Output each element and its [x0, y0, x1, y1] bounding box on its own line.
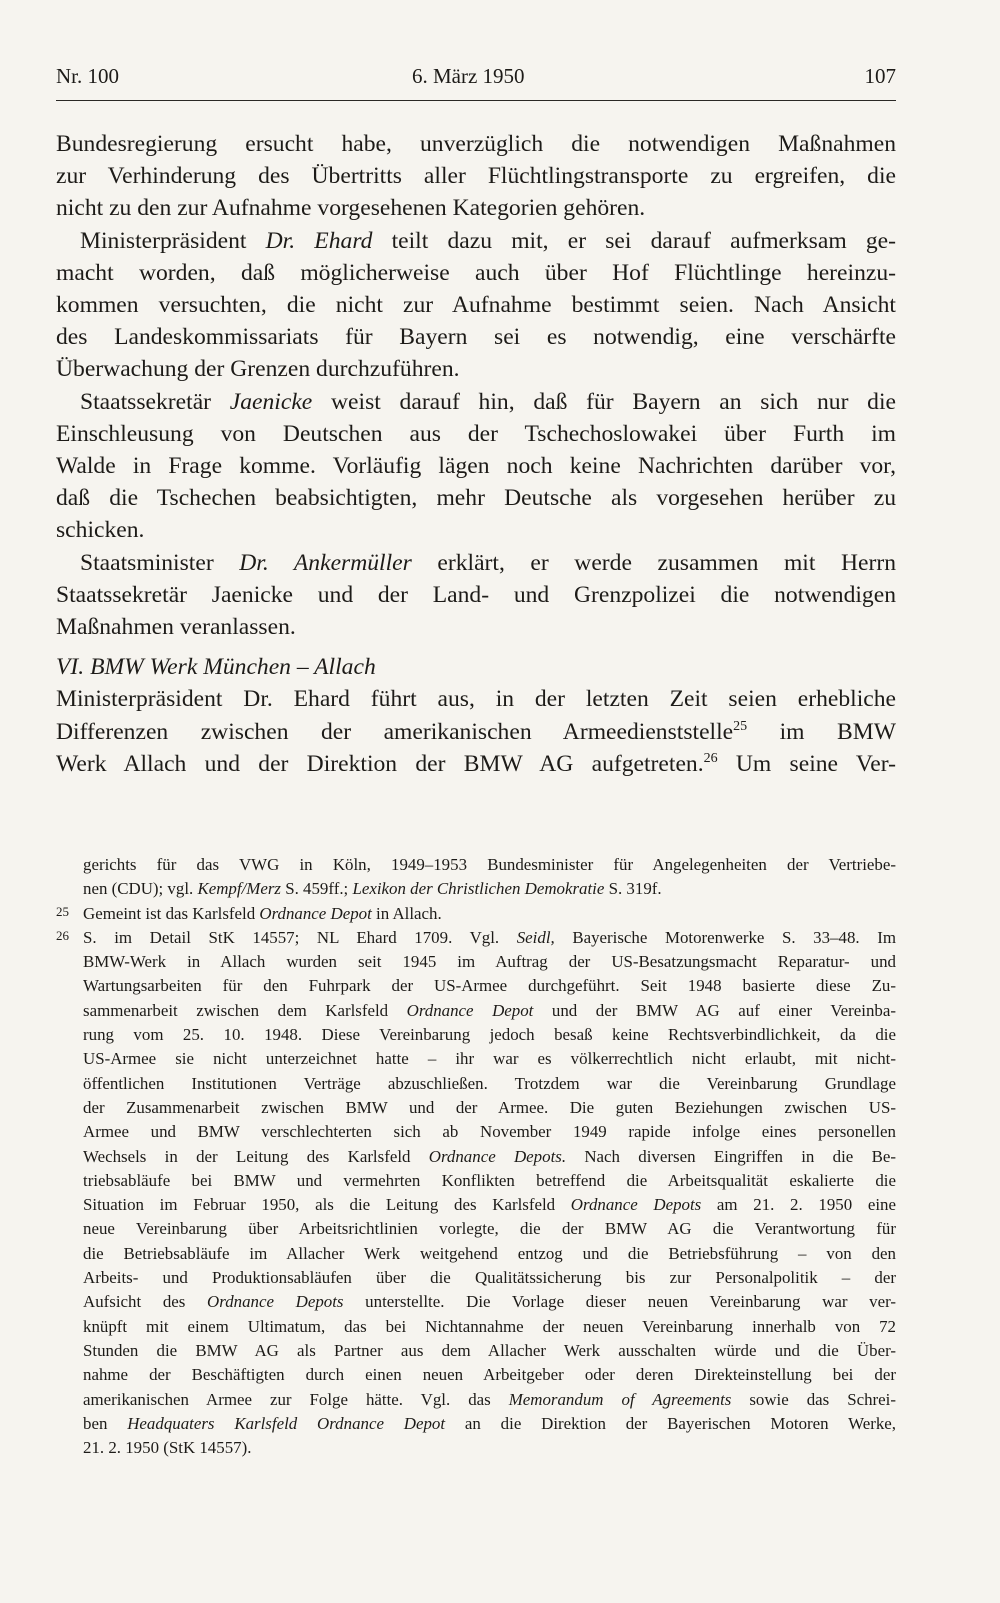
footnote-ref-26: 26: [703, 750, 718, 766]
paragraph-3: Staatssekretär Jaenicke weist darauf hin, daß für Bayern an sich nur die Einschleusung von Deutschen aus der Tschechoslowakei über Furth im Walde in Frage komme. Vorläufig lägen noch keine Nachrichten darüber vor, daß die Tschechen beabsichtigten, mehr Deutsche als vorgesehen herüber zu schicken.: [56, 388, 897, 544]
paragraph-1: Bundesregierung ersucht habe, unverzüglich die notwendigen Maßnahmen zur Verhinderung des Übertritts aller Flüchtlingstransporte zu ergreifen, die nicht zu den zur Aufnahme vorgesehenen Kategorien gehören.: [56, 131, 896, 222]
speaker-name: Jaenicke: [229, 388, 313, 415]
footnote-continuation: gerichts für das VWG in Köln, 1949–1953 Bundesminister für Angelegenheiten der Vertriebe- nen (CDU); vgl. Kempf/Merz S. 459ff.; Lexikon der Christlichen Demokratie S. 319f.: [83, 855, 896, 899]
footnote-number: 25: [56, 903, 69, 919]
running-header: [56, 62, 896, 101]
footnotes: [56, 853, 896, 1460]
footnote-25: 25 Gemeint ist das Karlsfeld Ordnance Depot in Allach.: [56, 903, 442, 923]
paragraph-4: Staatsminister Dr. Ankermüller erklärt, er werde zusammen mit Herrn Staatssekretär Jaenicke und der Land- und Grenzpolizei die notwendigen Maßnahmen veranlassen.: [56, 549, 896, 641]
footnote-26: 26 S. im Detail StK 14557; NL Ehard 1709. Vgl. Seidl, Bayerische Motorenwerke S. 33–48. Im BMW-Werk in Allach wurden seit 1945 im Auftrag der US-Besatzungsmacht Reparatur- und Wartungsarbeiten für den Fuhrpark der US-Armee durchgeführt. Seit 1948 basierte diese Zu- sammenarbeit zwischen dem Karlsfeld Ordnance Depot und der BMW AG auf einer Vereinba- rung vom 25. 10. 1948. Diese Vereinbarung jedoch besaß keine Rechtsverbindlichkeit, da die US-Armee sie nicht unterzeichnet hatte – ihr war es völkerrechtlich nicht erlaubt, mit nicht- öffentlichen Institutionen Verträge abzuschließen. Trotzdem war die Vereinbarung Grundlage der Zusammenarbeit zwischen BMW und der Armee. Die guten Beziehungen zwischen US- Armee und BMW verschlechterten sich ab November 1949 rapide infolge eines personellen Wechsels in der Leitung des Karlsfeld Ordnance Depots. Nach diversen Eingriffen in die Be- triebsabläufe bei BMW und vermehrten Konflikten betreffend die Arbeitsqualität eskalierte die Situation im Februar 1950, als die Leitung des Karlsfeld Ordnance Depots am 21. 2. 1950 eine neue Vereinbarung über Arbeitsrichtlinien vorlegte, die der BMW AG die Verantwortung für die Betriebsabläufe im Allacher Werk weitgehend entzog und die Betriebsführung – von den Arbeits- und Produktionsabläufen über die Qualitätssicherung bis zur Personalpolitik – der Aufsicht des Ordnance Depots unterstellte. Die Vorlage dieser neuen Vereinbarung war ver- knüpft mit einem Ultimatum, das bei Nichtannahme der neuen Vereinbarung innerhalb von 72 Stunden die BMW AG als Partner aus dem Allacher Werk ausschalten würde und die Über- nahme der Beschäftigten durch einen neuen Arbeitgeber oder deren Direkteinstellung bei der amerikanischen Armee zur Folge hätte. Vgl. das Memorandum of Agreements sowie das Schrei- ben Headquaters Karlsfeld Ordnance Depot an die Direktion der Bayerischen Motoren Werke, 21. 2. 1950 (StK 14557).: [56, 927, 897, 1458]
main-text: [56, 128, 896, 780]
paragraph-2: Ministerpräsident Dr. Ehard teilt dazu mit, er sei darauf aufmerksam ge- macht worden, daß möglicherweise auch über Hof Flüchtlinge hereinzu- kommen versuchten, die nicht zur Aufnahme bestimmt seien. Nach Ansicht des Landeskommissariats für Bayern sei es notwendig, eine verschärfte Überwachung der Grenzen durchzuführen.: [56, 227, 896, 383]
issue-number: Nr. 100: [56, 64, 119, 88]
session-date: 6. März 1950: [412, 64, 525, 88]
footnote-ref-25: 25: [733, 718, 748, 734]
section-heading: VI. BMW Werk München – Allach: [56, 654, 376, 681]
speaker-name: Dr. Ehard: [265, 227, 373, 254]
speaker-name: Dr. Ankermüller: [239, 549, 412, 576]
page-number: 107: [864, 64, 896, 88]
paragraph-5: Ministerpräsident Dr. Ehard führt aus, in der letzten Zeit seien erhebliche Differenzen zwischen der amerikanischen Armeedienststelle$^{25}$ im BMW Werk Allach und der Direktion der BMW AG aufgetreten.$^{26}$ Um seine Ver-: [56, 686, 896, 777]
footnote-number: 26: [56, 927, 69, 943]
